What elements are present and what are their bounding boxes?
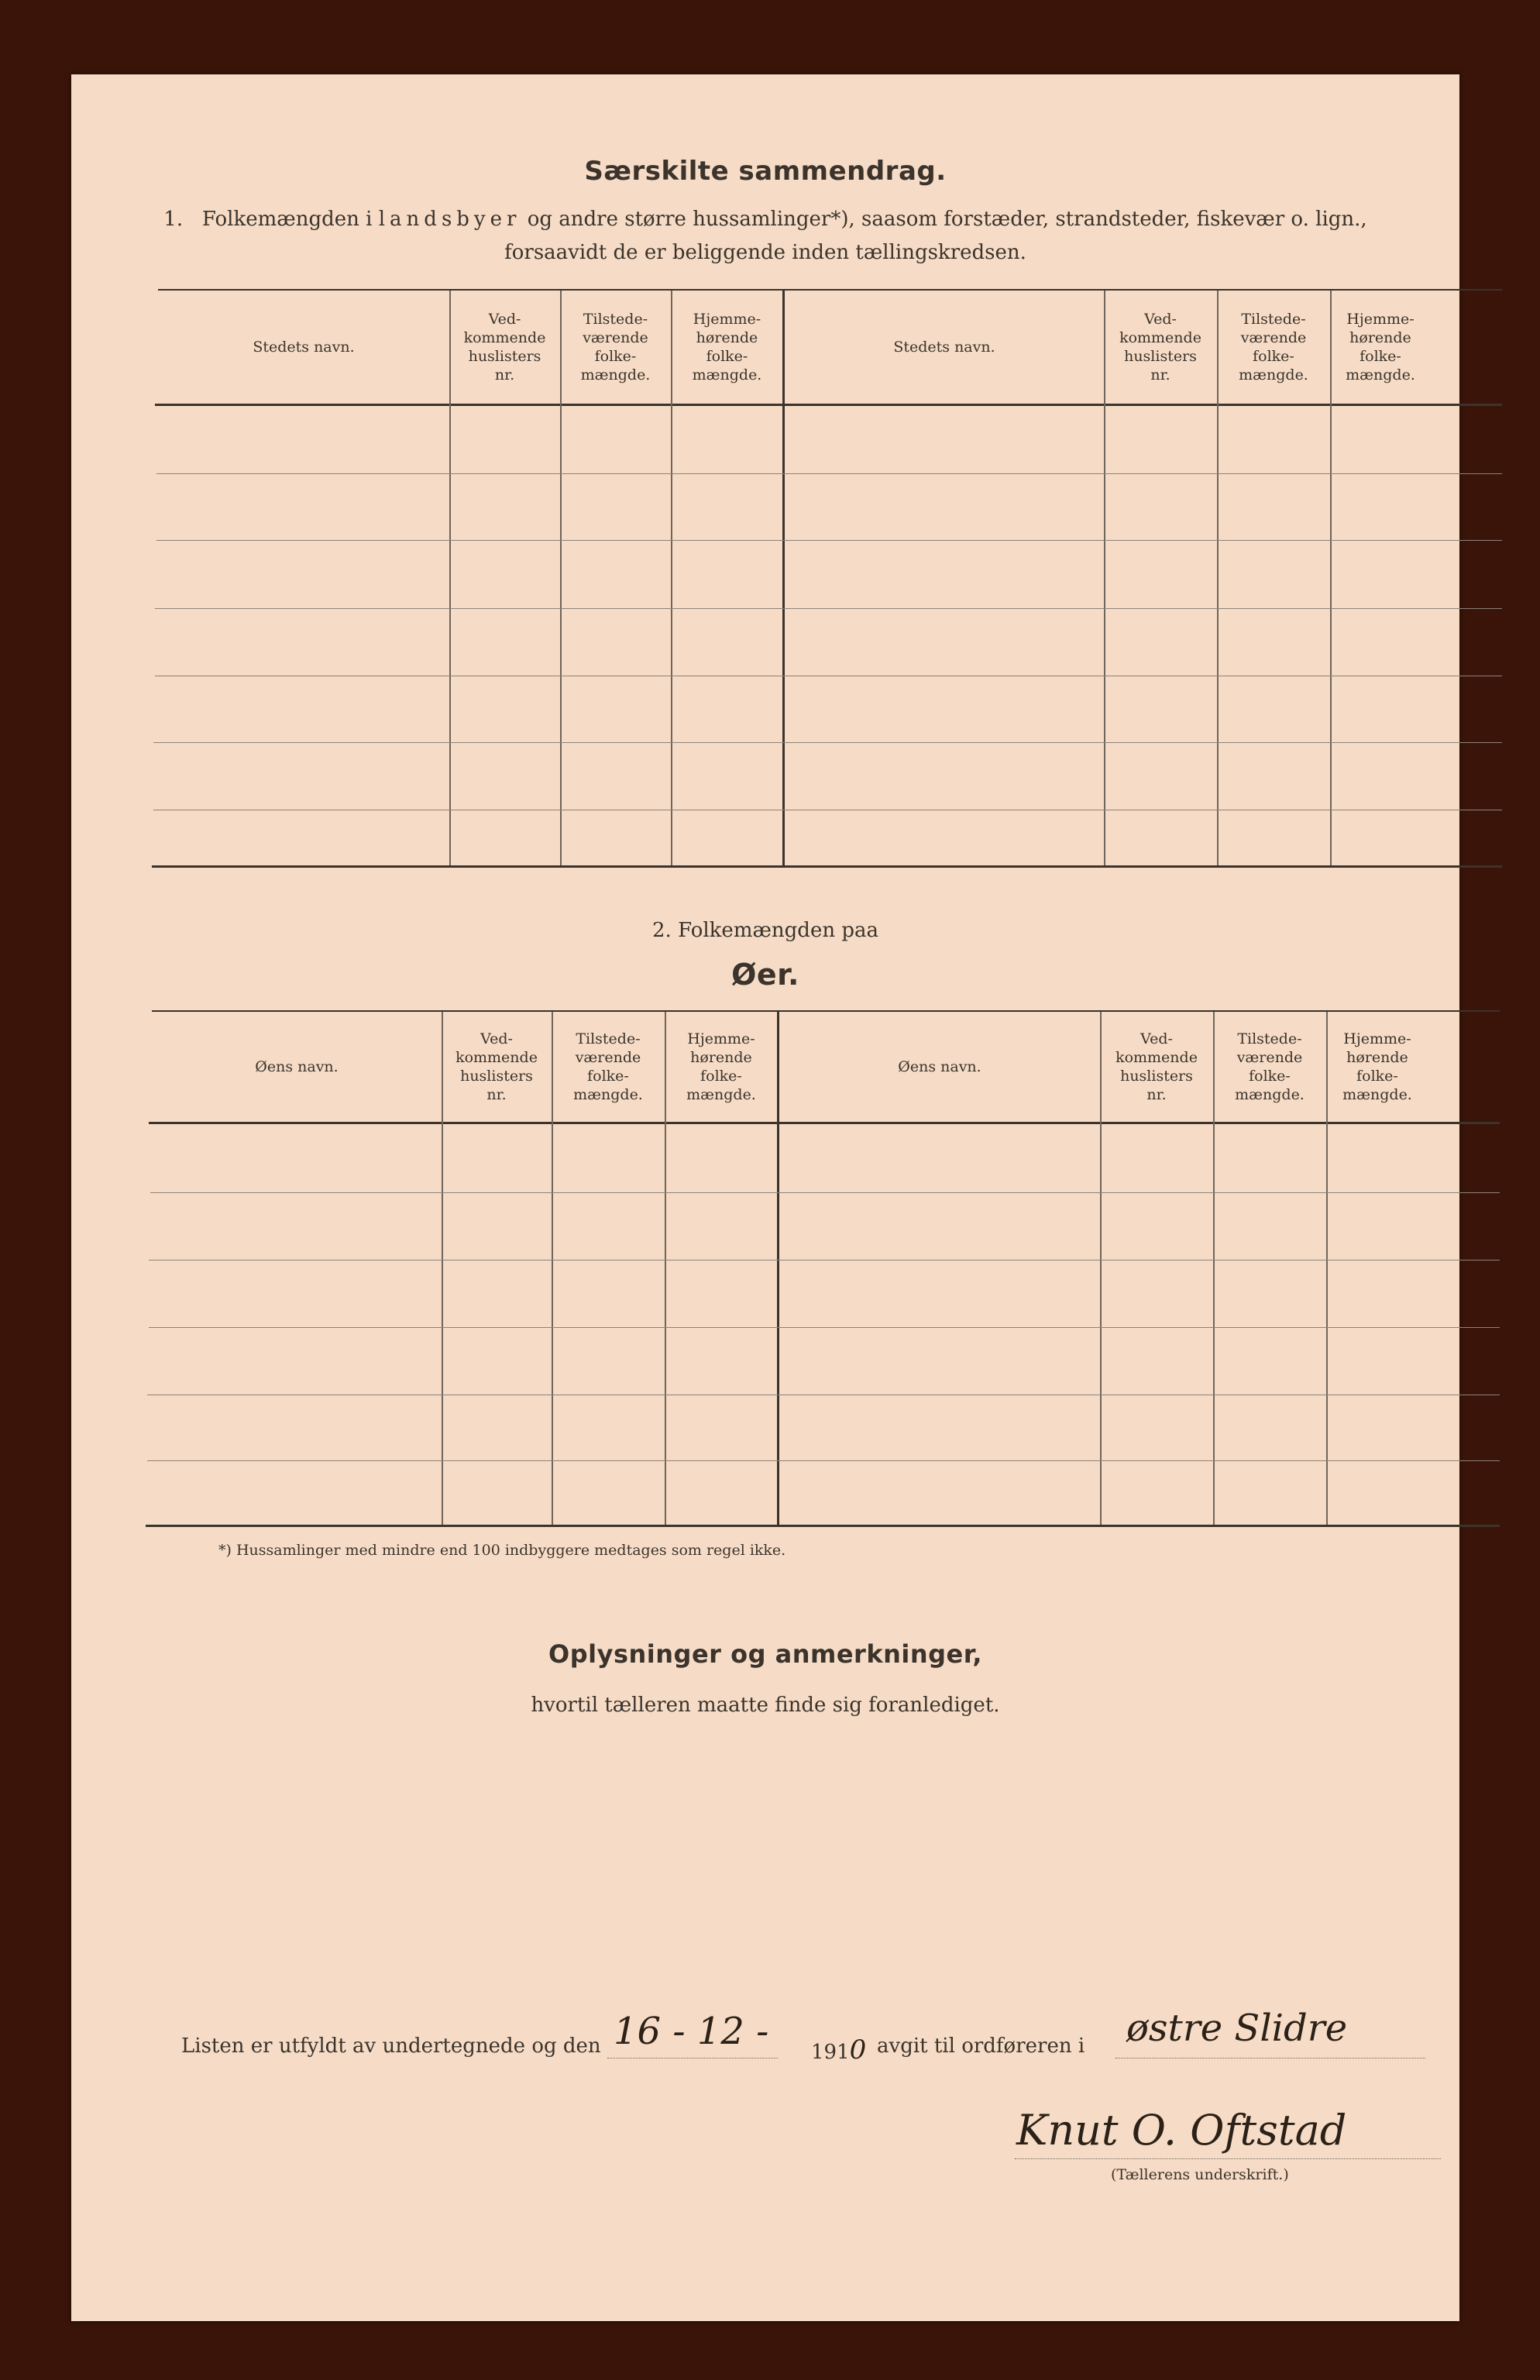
table2-row-line: [149, 1327, 1500, 1328]
section2-heading: 2. Folkemængden paa: [652, 919, 878, 942]
table2-vline: [1100, 1012, 1102, 1525]
table1-col-tilstede-right: Tilstede- værende folke- mængde.: [1239, 311, 1308, 383]
table1-col-hjemme-left: Hjemme- hørende folke- mængde.: [692, 311, 762, 383]
section1-landsbyer: landsbyer: [378, 208, 521, 231]
table2-col-huslister-left: Ved- kommende huslisters nr.: [455, 1030, 538, 1103]
table2-row-line: [149, 1260, 1500, 1261]
section1-line1-start: Folkemængden i: [201, 208, 373, 231]
year-handwritten-digit: 0: [849, 2034, 867, 2065]
table2-col-huslister-right: Ved- kommende huslisters nr.: [1115, 1030, 1198, 1103]
table2-col-tilstede-left: Tilstede- værende folke- mængde.: [573, 1030, 643, 1103]
table2-bottom-rule: [146, 1525, 1500, 1527]
table1-bottom-rule: [152, 865, 1502, 868]
year-printed: 191: [811, 2041, 850, 2064]
table1-vline: [1104, 291, 1105, 865]
table2-col-oens-navn-right: Øens navn.: [898, 1058, 981, 1075]
table1-col-hjemme-right: Hjemme- hørende folke- mængde.: [1346, 311, 1415, 383]
table1-top-rule: [158, 289, 1502, 291]
table1-header-rule: [155, 404, 1502, 406]
table1-row-line: [156, 540, 1502, 541]
section2-title: Øer.: [731, 958, 799, 992]
signature-middle: avgit til ordføreren i: [877, 2034, 1085, 2058]
table1-col-stedets-navn-right: Stedets navn.: [893, 339, 995, 356]
table1-row-line: [153, 742, 1502, 743]
table1-col-huslister-right: Ved- kommende huslisters nr.: [1119, 311, 1201, 383]
table1-center-divider: [782, 291, 785, 865]
table1-row-line: [156, 473, 1502, 474]
table1-vline: [449, 291, 451, 865]
page-title: Særskilte sammendrag.: [584, 156, 947, 187]
census-page: [71, 74, 1459, 2321]
table2-center-divider: [777, 1012, 779, 1525]
section1-line1-end: og andre større hussamlinger*), saasom forstæder, strandsteder, fiskevær o. lign.,: [527, 208, 1367, 231]
remarks-title: Oplysninger og anmerkninger,: [548, 1639, 982, 1669]
table1-vline: [1217, 291, 1219, 865]
table2-row-line: [150, 1192, 1500, 1193]
table2-vline: [1326, 1012, 1328, 1525]
section1-number: 1.: [163, 208, 184, 231]
table1-vline: [560, 291, 562, 865]
table2-vline: [552, 1012, 553, 1525]
table2-top-rule: [152, 1010, 1500, 1012]
table2-col-hjemme-left: Hjemme- hørende folke- mængde.: [686, 1030, 756, 1103]
table1-vline: [671, 291, 672, 865]
table2-vline: [442, 1012, 443, 1525]
table2-col-hjemme-right: Hjemme- hørende folke- mængde.: [1342, 1030, 1412, 1103]
table2-vline: [665, 1012, 666, 1525]
year-prefix: [811, 2034, 866, 2065]
footnote: *) Hussamlinger med mindre end 100 indbyggere medtages som regel ikke.: [218, 1542, 786, 1559]
table1-vline: [1330, 291, 1332, 865]
table1-col-tilstede-left: Tilstede- værende folke- mængde.: [580, 311, 651, 383]
table2-col-oens-navn-left: Øens navn.: [255, 1058, 339, 1075]
table2-vline: [1213, 1012, 1215, 1525]
table1-row-line: [155, 608, 1502, 609]
section1-intro-line1: [71, 208, 1459, 231]
handwritten-place: østre Slidre: [1126, 2007, 1348, 2050]
table1-col-stedets-navn-left: Stedets navn.: [253, 339, 355, 356]
table1-col-huslister-left: Ved- kommende huslisters nr.: [463, 311, 546, 383]
handwritten-signature: Knut O. Oftstad: [1016, 2106, 1347, 2155]
remarks-subtitle: hvortil tælleren maatte finde sig foranlediget.: [531, 1694, 1000, 1717]
handwritten-date: 16 - 12 -: [614, 2010, 769, 2053]
signature-prefix: Listen er utfyldt av undertegnede og den: [181, 2034, 601, 2058]
table2-row-line: [147, 1460, 1500, 1461]
section1-intro-line2: forsaavidt de er beliggende inden tællingskredsen.: [504, 241, 1026, 264]
table2-col-tilstede-right: Tilstede- værende folke- mængde.: [1235, 1030, 1305, 1103]
signer-line: [1015, 2158, 1441, 2159]
signer-caption: (Tællerens underskrift.): [1111, 2166, 1289, 2183]
table2-header-rule: [149, 1122, 1500, 1124]
